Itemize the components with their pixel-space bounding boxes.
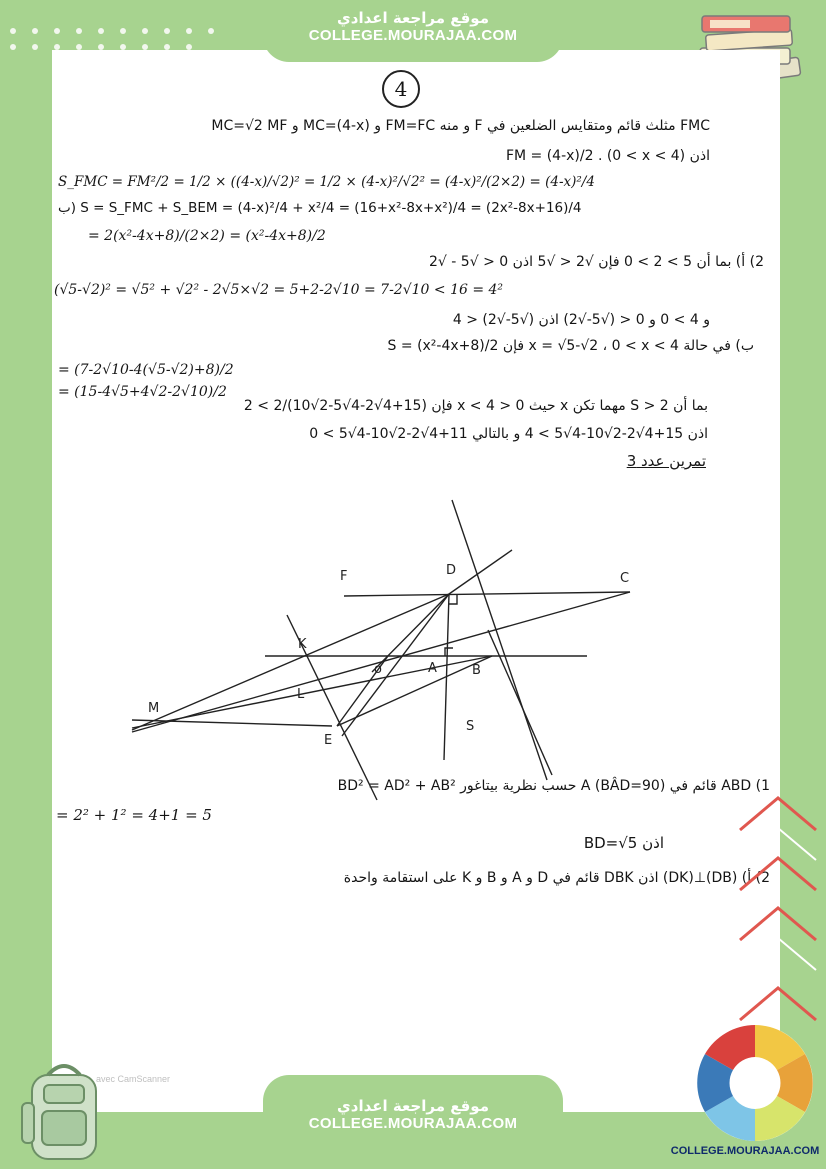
footer-site-url[interactable]: COLLEGE.MOURAJAA.COM [308,1115,518,1132]
worksheet-page [52,50,780,1112]
solution-line: ب) S = S_FMC + S_BEM = (4-x)²/4 + x²/4 = (16+x²-8x+x²)/4 = (2x²-8x+16)/4 [58,200,582,216]
solution-line: = (7-2√10-4(√5-√2)+8)/2 [58,362,234,378]
label-F: F [340,569,348,584]
solution-line: و 4 > 0 و 0 < (√5-√2) اذن (√5-√2) < 4 [452,312,710,328]
footer-site-name: موقع مراجعة اعدادي [337,1097,489,1115]
solution-line: S_FMC = FM²/2 = 1/2 × ((4-x)/√2)² = 1/2 × (4-x)²/√2² = (4-x)²/(2×2) = (4-x)²/4 [58,174,595,190]
footer-banner [263,1075,563,1169]
figure-line [344,592,630,596]
header-site-name: موقع مراجعة اعدادي [337,9,489,27]
logo-site-url[interactable]: COLLEGE.MOURAJAA.COM [670,1145,820,1157]
page-number: 4 [382,70,420,108]
solution-line: بما أن S > 2 مهما تكن x حيث 0 < x < 4 فإن (15+4√2-4√5-2√10)/2 > 2 [243,398,708,414]
figure-line [372,594,449,672]
figure-line [452,500,547,780]
figure-line [449,550,512,594]
solution-line: = 2(x²-4x+8)/(2×2) = (x²-4x+8)/2 [88,228,326,244]
label-M: M [148,701,160,716]
label-B: B [472,663,481,678]
header-site-url[interactable]: COLLEGE.MOURAJAA.COM [308,27,518,44]
solution-line: = 2² + 1² = 4+1 = 5 [56,806,212,824]
label-L: L [297,687,305,702]
solution-line: اذن 15+4√2-2√10-4√5 > 4 و بالتالي 11+4√2-2√10-4√5 > 0 [309,426,708,442]
header-banner [263,0,563,62]
label-C: C [620,571,630,586]
solution-line: FMC مثلث قائم ومتقايس الضلعين في F و منه FM=FC و MC=(4-x) و MC=√2 MF [211,118,710,134]
site-logo-icon[interactable] [694,1022,816,1144]
right-angle-mark [445,648,453,656]
solution-line: 2) أ) (DB)⊥(DK) اذن DBK قائم في D و A و B و K على استقامة واحدة [343,870,770,886]
solution-line: اذن FM = (4-x)/2 . (0 < x < 4) [505,148,710,164]
label-A: A [428,661,437,676]
figure-line [132,594,449,730]
solution-line: 1) ABD قائم في A (BÂD=90) حسب نظرية بيتاغور BD² = AD² + AB² [337,778,770,794]
chevron-decoration-icon [730,790,826,1030]
label-D: D [446,563,457,578]
backpack-icon [14,1055,114,1165]
figure-line [488,630,552,775]
label-S: S [466,719,475,734]
solution-line: (√5-√2)² = √5² + √2² - 2√5×√2 = 5+2-2√10 = 7-2√10 < 16 = 4² [54,282,504,298]
solution-line: ب) في حالة x = √5-√2 ، 0 < x < 4 فإن S = (x²-4x+8)/2 [387,338,754,354]
label-E: E [324,733,333,748]
label-O: o [374,662,382,677]
figure-line [337,656,492,726]
solution-line: 2) أ) بما أن 5 > 2 > 0 فإن √2 < √5 اذن 0 < √5 - √2 [429,254,764,270]
watermark: avec CamScanner [96,1074,171,1084]
solution-line: اذن BD=√5 [583,834,664,852]
right-angle-mark [449,594,457,604]
exercise-title: تمرين عدد 3 [626,452,706,470]
label-K: K [298,637,307,652]
solution-line: = (15-4√5+4√2-2√10)/2 [58,384,227,400]
geometry-figure [112,470,672,810]
